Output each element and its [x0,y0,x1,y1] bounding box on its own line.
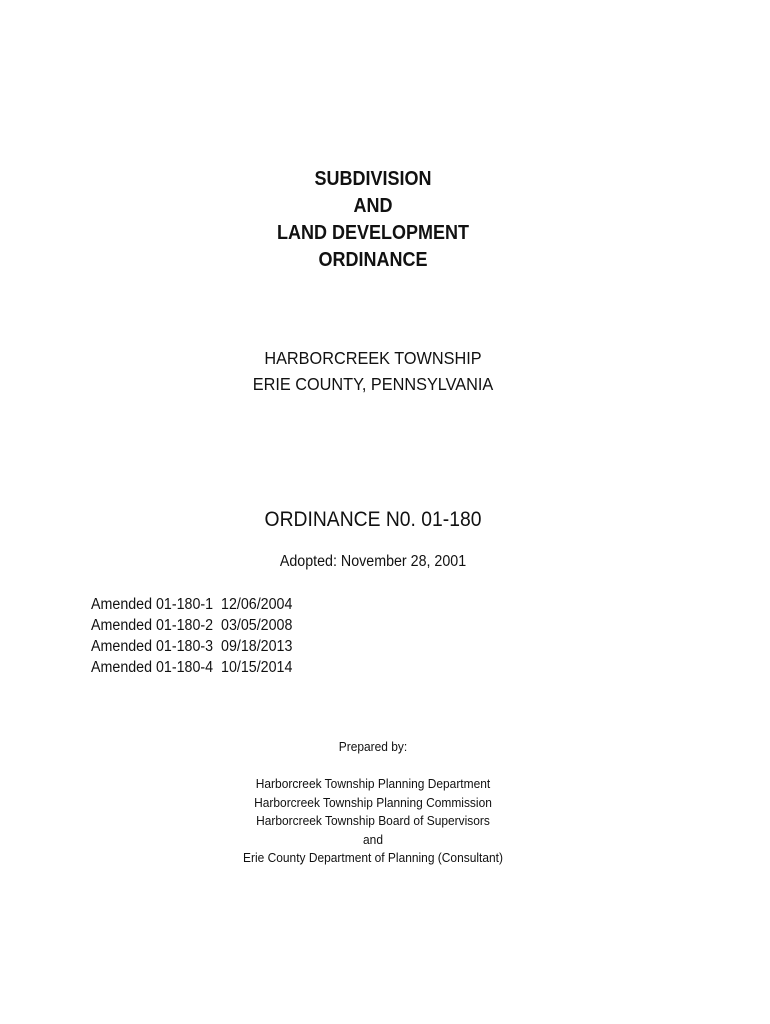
adopted-date: Adopted: November 28, 2001 [279,553,467,570]
county-name: ERIE COUNTY, PENNSYLVANIA [252,374,494,394]
preparer-line: Harborcreek Township Planning Department [255,776,491,791]
amendment-label: Amended 01-180-4 [91,659,214,676]
preparers-list [0,775,746,868]
township-name: HARBORCREEK TOWNSHIP [264,348,482,368]
amendment-date: 12/06/2004 [221,596,293,613]
amendment-row [91,636,292,657]
title-line: AND [353,195,393,217]
amendment-date: 09/18/2013 [221,638,293,655]
ordinance-number: ORDINANCE N0. 01-180 [264,508,482,531]
preparer-line: Harborcreek Township Board of Supervisors [256,813,490,828]
title-line: LAND DEVELOPMENT [276,222,470,244]
jurisdiction [0,345,746,397]
amendment-row [91,594,292,615]
amendment-label: Amended 01-180-1 [91,596,214,613]
title-line: ORDINANCE [318,249,428,271]
preparer-line: Erie County Department of Planning (Consultant) [243,850,503,865]
prepared-by-heading: Prepared by: [338,739,408,754]
amendment-date: 10/15/2014 [221,659,293,676]
document-title [0,166,746,274]
amendment-row [91,615,292,636]
amendment-label: Amended 01-180-3 [91,638,214,655]
title-line: SUBDIVISION [314,168,432,190]
amendment-label: Amended 01-180-2 [91,617,214,634]
preparer-line: and [363,831,383,847]
amendments-list [91,594,310,678]
amendment-row [91,657,292,678]
preparer-line: Harborcreek Township Planning Commission [254,794,492,810]
amendment-date: 03/05/2008 [221,617,293,634]
